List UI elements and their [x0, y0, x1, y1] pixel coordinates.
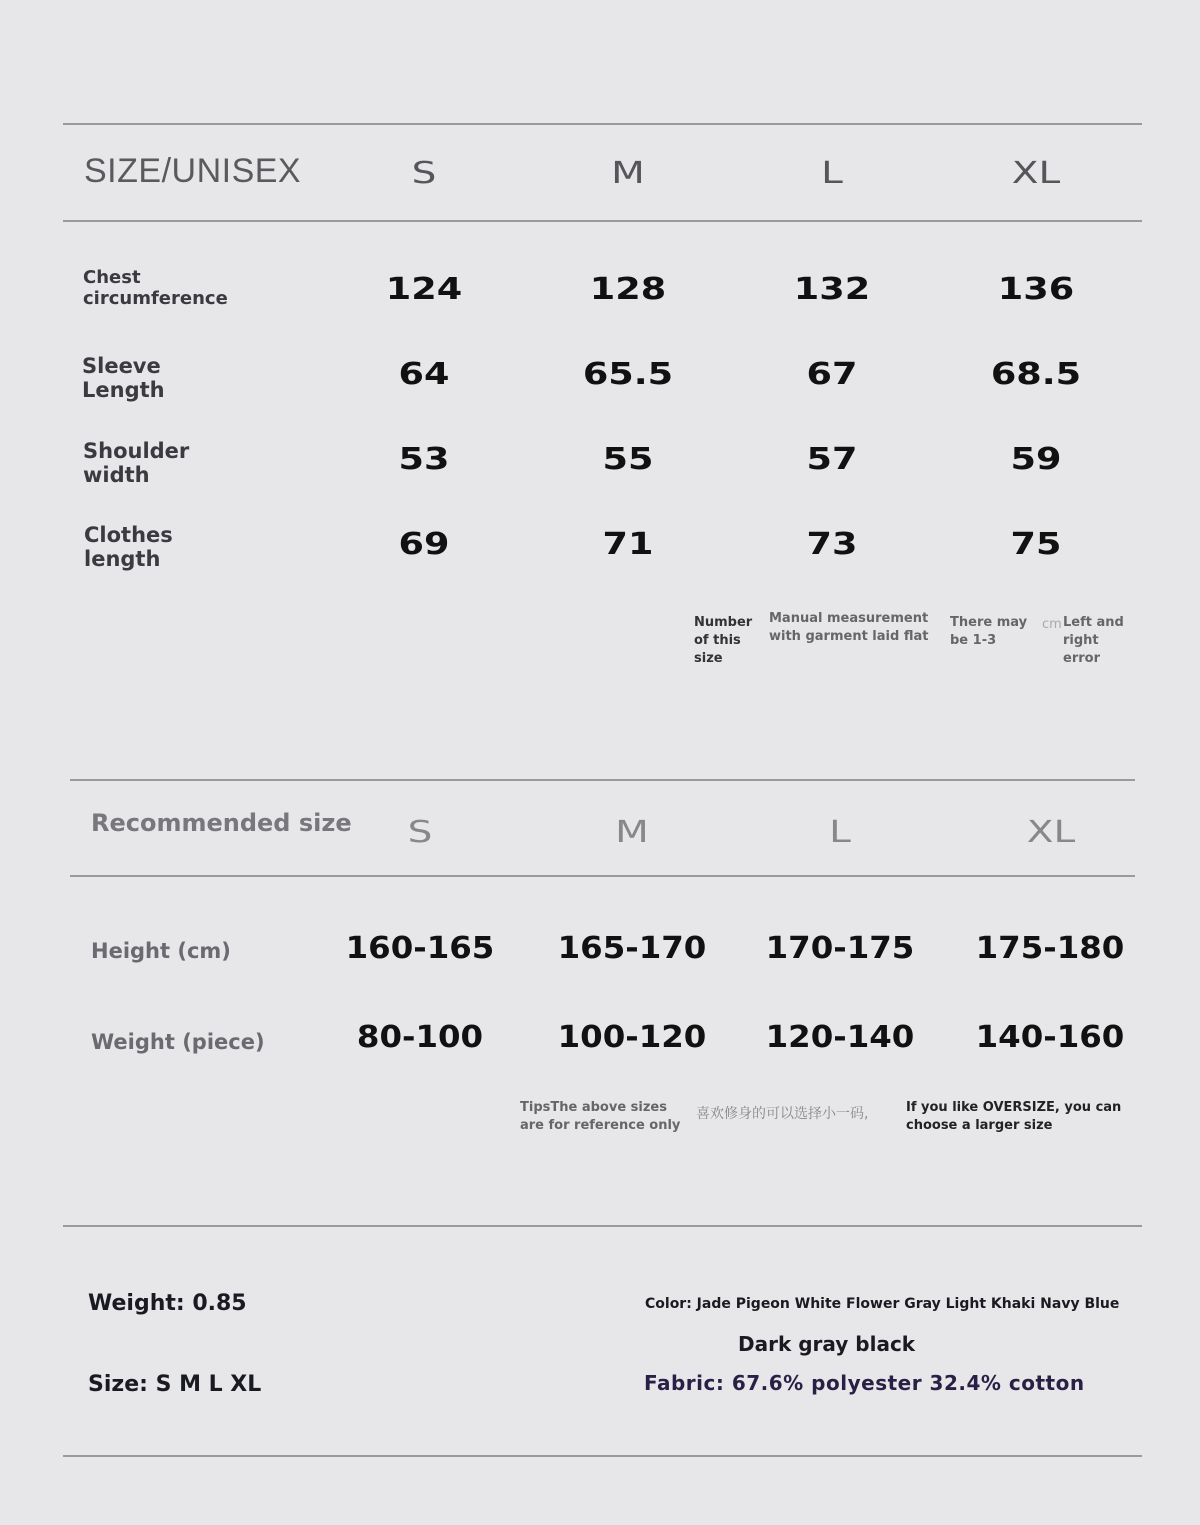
tip-line: choose a larger size: [906, 1118, 1053, 1133]
size-header-s: S: [411, 156, 437, 191]
size-table-header-label: SIZE/UNISEX: [84, 152, 302, 190]
sleeve-value-s: 64: [398, 357, 450, 392]
shoulder-value-l: 57: [806, 442, 858, 477]
note-line: of this: [694, 633, 741, 648]
note-line: with garment laid flat: [769, 629, 929, 644]
row-label-line: circumference: [83, 287, 228, 309]
row-label-line: Sleeve: [82, 354, 161, 378]
note-measurement-method: [769, 610, 928, 646]
product-fabric: Fabric: 67.6% polyester 32.4% cotton: [644, 1371, 1085, 1395]
shoulder-value-xl: 59: [1010, 442, 1062, 477]
divider-bottom: [63, 1455, 1142, 1457]
row-label-line: Clothes: [84, 523, 173, 547]
product-weight: Weight: 0.85: [88, 1291, 247, 1316]
weight-value-xl: 140-160: [975, 1020, 1125, 1055]
length-value-l: 73: [806, 527, 858, 562]
row-label-sleeve: [82, 354, 165, 402]
row-label-line: length: [84, 547, 161, 572]
recommended-header-l: L: [829, 815, 851, 850]
recommended-header-xl: XL: [1026, 815, 1076, 850]
chest-value-m: 128: [589, 272, 667, 307]
sleeve-value-xl: 68.5: [990, 357, 1082, 392]
note-line: size: [694, 651, 723, 666]
chest-value-l: 132: [793, 272, 871, 307]
row-label-height: Height (cm): [91, 939, 231, 963]
divider-recommended-header-bottom: [70, 875, 1135, 877]
note-size-number: [694, 614, 752, 668]
row-label-chest: [83, 268, 228, 309]
note-line: be 1-3: [950, 633, 997, 648]
sleeve-value-m: 65.5: [582, 357, 674, 392]
divider-info-top: [63, 1225, 1142, 1227]
divider-recommended-top: [70, 779, 1135, 781]
tip-line: are for reference only: [520, 1118, 681, 1133]
note-left-right-error: [1063, 614, 1124, 668]
row-label-line: Chest: [83, 267, 141, 288]
note-line: There may: [950, 615, 1028, 630]
length-value-xl: 75: [1010, 527, 1062, 562]
chest-value-s: 124: [385, 272, 463, 307]
length-value-m: 71: [602, 527, 654, 562]
weight-value-m: 100-120: [557, 1020, 707, 1055]
shoulder-value-m: 55: [602, 442, 654, 477]
note-line: Left and: [1063, 615, 1124, 630]
note-line: right: [1063, 633, 1099, 648]
row-label-line: Shoulder: [83, 439, 190, 463]
chest-value-xl: 136: [997, 272, 1075, 307]
note-error-unit: cm: [1042, 617, 1062, 632]
sleeve-value-l: 67: [806, 357, 858, 392]
tip-line: TipsThe above sizes: [520, 1100, 667, 1115]
row-label-clothes-length: [84, 523, 173, 571]
height-value-l: 170-175: [765, 931, 915, 966]
height-value-xl: 175-180: [975, 931, 1125, 966]
row-label-shoulder: [83, 439, 189, 487]
row-label-line: Length: [82, 378, 165, 403]
row-label-weight: Weight (piece): [91, 1030, 265, 1054]
weight-value-s: 80-100: [356, 1020, 484, 1055]
note-line: error: [1063, 651, 1100, 666]
product-color-line1: Color: Jade Pigeon White Flower Gray Light Khaki Navy Blue: [645, 1296, 1120, 1312]
product-color-line2: Dark gray black: [738, 1332, 916, 1356]
product-sizes: Size: S M L XL: [88, 1372, 262, 1397]
shoulder-value-s: 53: [398, 442, 450, 477]
divider-top: [63, 123, 1142, 125]
tip-reference-only: [520, 1099, 680, 1135]
note-error-range: [950, 614, 1027, 650]
height-value-s: 160-165: [345, 931, 495, 966]
row-label-line: width: [83, 463, 150, 488]
weight-value-l: 120-140: [765, 1020, 915, 1055]
recommended-header-m: M: [615, 815, 649, 850]
note-line: Manual measurement: [769, 611, 929, 626]
note-line: Number: [694, 615, 753, 630]
tip-slim-fit: 喜欢修身的可以选择小一码,: [696, 1106, 869, 1122]
recommended-header-label: Recommended size: [91, 809, 352, 837]
length-value-s: 69: [398, 527, 450, 562]
tip-line: If you like OVERSIZE, you can: [906, 1100, 1122, 1115]
size-header-l: L: [821, 156, 843, 191]
tip-oversize: [906, 1099, 1121, 1135]
size-header-xl: XL: [1011, 156, 1061, 191]
divider-header-bottom: [63, 220, 1142, 222]
size-header-m: M: [611, 156, 645, 191]
recommended-header-s: S: [407, 815, 433, 850]
height-value-m: 165-170: [557, 931, 707, 966]
